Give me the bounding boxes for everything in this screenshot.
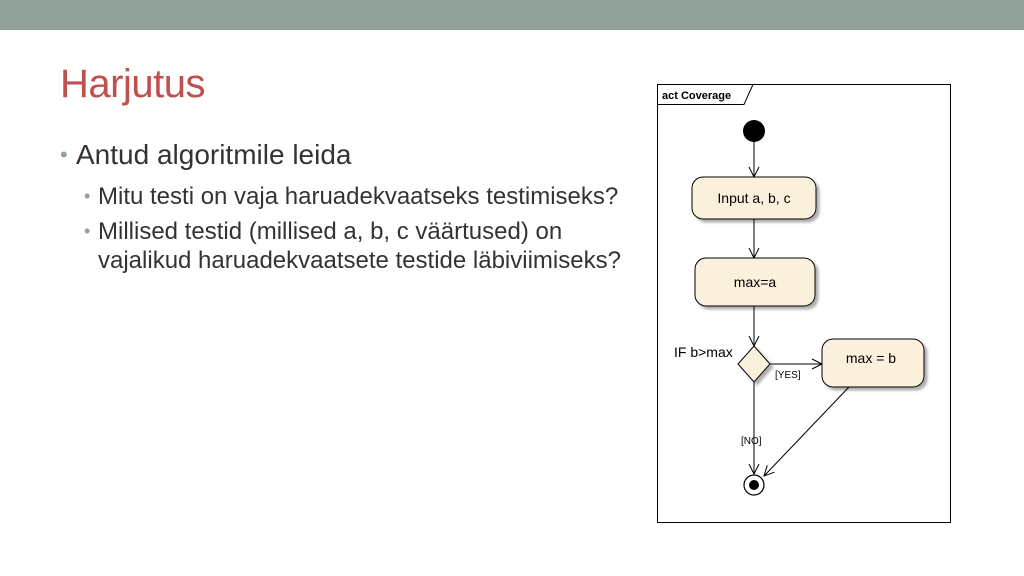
bullet-main: • Antud algoritmile leida bbox=[60, 138, 650, 172]
assign-b-node-label: max = b bbox=[845, 350, 897, 366]
decision-label: IF b>max bbox=[674, 344, 733, 360]
slide-title: Harjutus bbox=[60, 62, 205, 106]
top-accent-bar bbox=[0, 0, 1024, 30]
frame-label: act Coverage bbox=[662, 90, 732, 102]
sub-bullet-list bbox=[60, 182, 650, 275]
final-node-inner bbox=[749, 480, 759, 490]
guard-no: [NO] bbox=[741, 436, 762, 447]
assign-max-node-label: max=a bbox=[733, 274, 777, 290]
initial-node bbox=[743, 120, 765, 142]
sub-bullet-2: • Millised testid (millised a, b, c väärtused) on vajalikud haruadekvaatsete testide läbiviimiseks? bbox=[82, 217, 650, 275]
guard-yes: [YES] bbox=[775, 370, 801, 381]
bullet-list bbox=[60, 138, 650, 281]
activity-diagram-svg bbox=[657, 84, 951, 523]
activity-diagram bbox=[657, 84, 951, 523]
sub-bullet-1: • Mitu testi on vaja haruadekvaatseks testimiseks? bbox=[82, 182, 650, 211]
input-node-label: Input a, b, c bbox=[717, 190, 791, 206]
